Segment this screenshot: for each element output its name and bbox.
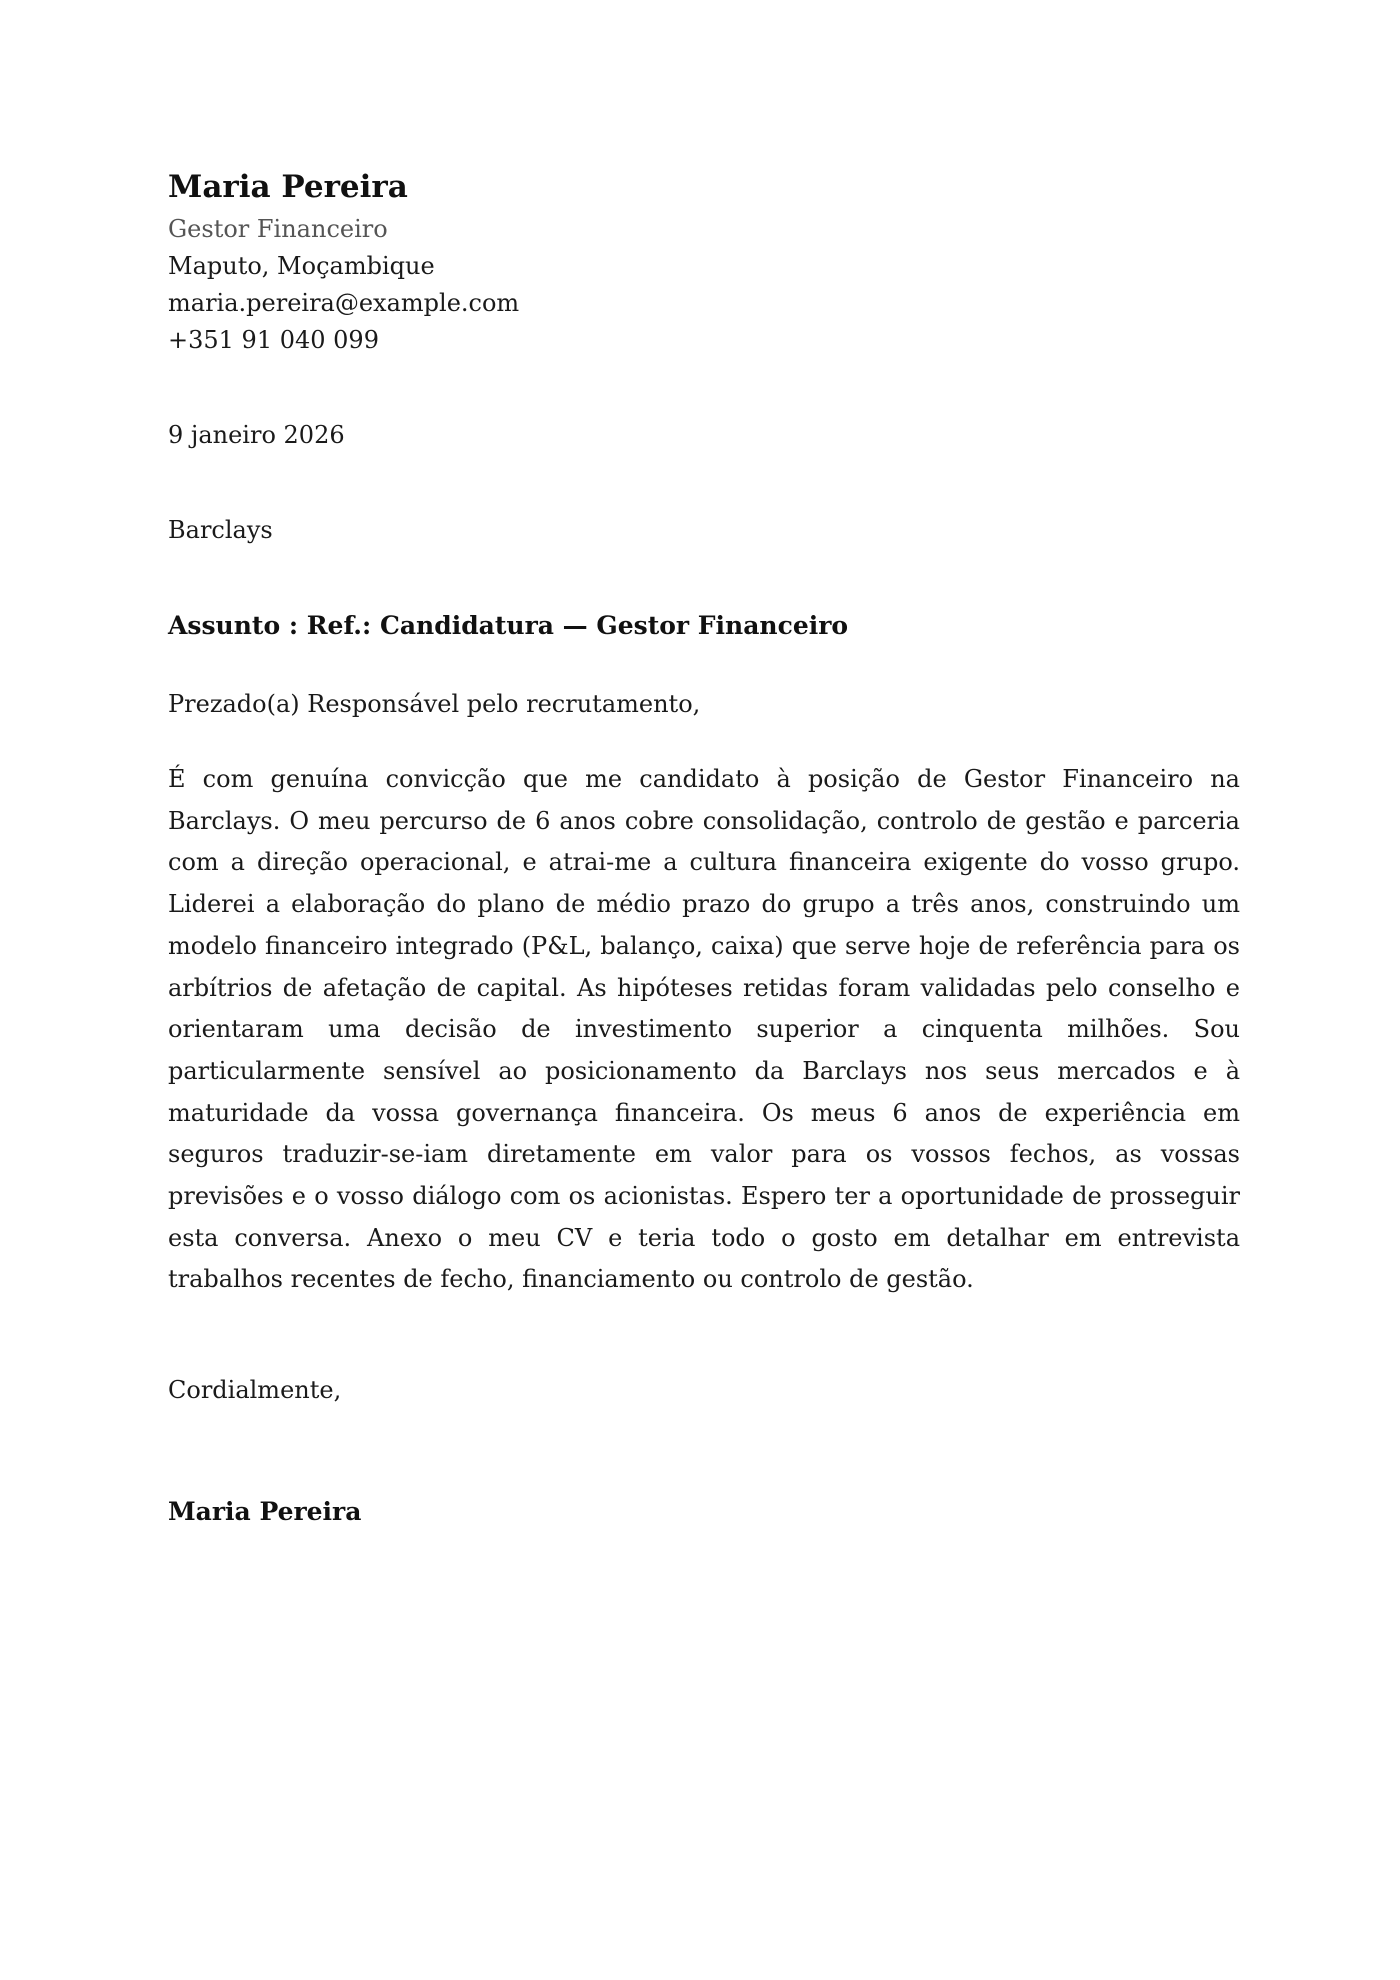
closing: Cordialmente, [168, 1376, 342, 1405]
sender-title: Gestor Financeiro [168, 215, 388, 243]
sender-email: maria.pereira@example.com [168, 289, 520, 317]
signature: Maria Pereira [168, 1497, 362, 1527]
sender-block [168, 165, 1240, 359]
sender-location: Maputo, Moçambique [168, 252, 435, 280]
greeting: Prezado(a) Responsável pelo recrutamento, [168, 690, 701, 718]
cover-letter [168, 165, 1240, 1530]
sender-phone: +351 91 040 099 [168, 326, 379, 354]
letter-body: É com genuína convicção que me candidato à posição de Gestor Financeiro na Barclays. O meu percurso de 6 anos cobre consolidação, controlo de gestão e parceria com a direção operacional, e atrai-me a cultura financeira exigente do vosso grupo. Liderei a elaboração do plano de médio prazo do grupo a três anos, construindo um modelo financeiro integrado (P&L, balanço, caixa) que serve hoje de referência para os arbítrios de afetação de capital. As hipóteses retidas foram validadas pelo conselho e orientaram uma decisão de investimento superior a cinquenta milhões. Sou particularmente sensível ao posicionamento da Barclays nos seus mercados e à maturidade da vossa governança financeira. Os meus 6 anos de experiência em seguros traduzir-se-iam diretamente em valor para os vossos fechos, as vossas previsões e o vosso diálogo com os acionistas. Espero ter a oportunidade de prosseguir esta conversa. Anexo o meu CV e teria todo o gosto em detalhar em entrevista trabalhos recentes de fecho, financiamento ou controlo de gestão. [168, 765, 1240, 1294]
letter-date: 9 janeiro 2026 [168, 421, 345, 449]
recipient: Barclays [168, 516, 273, 544]
subject-line: Assunto : Ref.: Candidatura — Gestor Financeiro [168, 611, 849, 640]
sender-name: Maria Pereira [168, 169, 408, 205]
